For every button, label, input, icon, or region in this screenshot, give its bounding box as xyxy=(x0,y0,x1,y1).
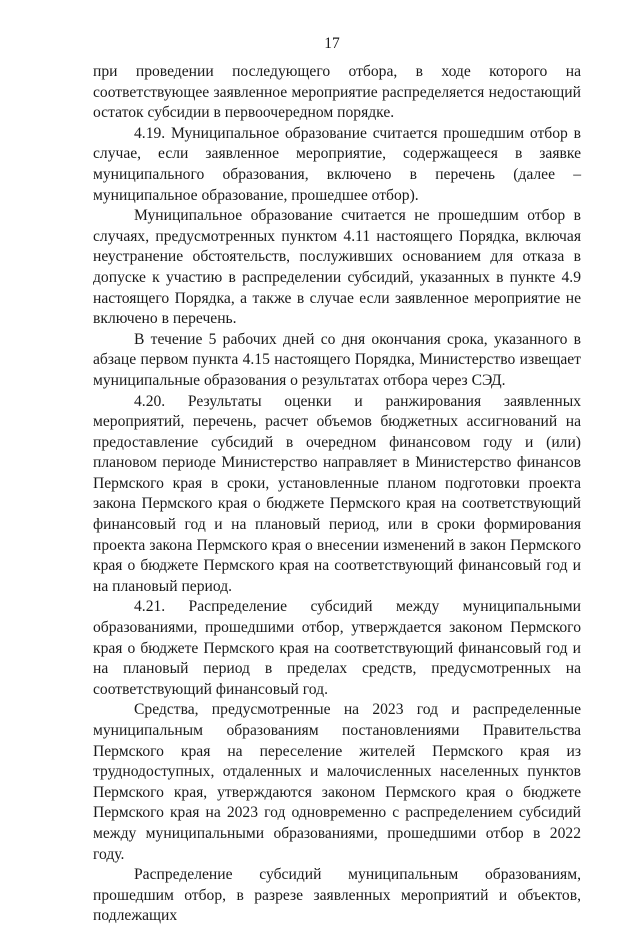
document-body xyxy=(93,62,581,927)
paragraph: Средства, предусмотренные на 2023 год и распределенные муниципальным образованиям постановлениями Правительства Пермского края на переселение жителей Пермского края из труднодоступных, отдаленных и малочисленных населенных пунктов Пермского края, утверждаются законом Пермского края о бюджете Пермского края на 2023 год одновременно с распределением субсидий между муниципальными образованиями, прошедшими отбор в 2022 году. xyxy=(93,701,581,863)
paragraph: 4.19. Муниципальное образование считается прошедшим отбор в случае, если заявленное мероприятие, содержащееся в заявке муниципального образования, включено в перечень (далее – муниципальное образование, прошедшее отбор). xyxy=(93,124,581,204)
paragraph: Муниципальное образование считается не прошедшим отбор в случаях, предусмотренных пунктом 4.11 настоящего Порядка, включая неустранение обстоятельств, послуживших основанием для отказа в допуске к участию в распределении субсидий, указанных в пункте 4.9 настоящего Порядка, а также в случае если заявленное мероприятие не включено в перечень. xyxy=(93,207,581,328)
paragraph: при проведении последующего отбора, в ходе которого на соответствующее заявленное мероприятие распределяется недостающий остаток субсидии в первоочередном порядке. xyxy=(93,63,581,122)
paragraph: В течение 5 рабочих дней со дня окончания срока, указанного в абзаце первом пункта 4.15 настоящего Порядка, Министерство извещает муниципальные образования о результатах отбора через СЭД. xyxy=(93,330,581,389)
paragraph: Распределение субсидий муниципальным образованиям, прошедшим отбор, в разрезе заявленных мероприятий и объектов, подлежащих xyxy=(93,866,581,925)
paragraph: 4.20. Результаты оценки и ранжирования заявленных мероприятий, перечень, расчет объемов бюджетных ассигнований на предоставление субсидий в очередном финансовом году и (или) плановом периоде Министерство направляет в Министерство финансов Пермского края в сроки, установленные планом подготовки проекта закона Пермского края о бюджете Пермского края на соответствующий финансовый год и на плановый период, или в сроки формирования проекта закона Пермского края о внесении изменений в закон Пермского края о бюджете Пермского края на соответствующий финансовый год и на плановый период. xyxy=(93,392,581,595)
paragraph: 4.21. Распределение субсидий между муниципальными образованиями, прошедшими отбор, утверждается законом Пермского края о бюджете Пермского края на соответствующий финансовый год и на плановый период в пределах средств, предусмотренных на соответствующий финансовый год. xyxy=(93,598,581,698)
page-number: 17 xyxy=(324,35,340,52)
